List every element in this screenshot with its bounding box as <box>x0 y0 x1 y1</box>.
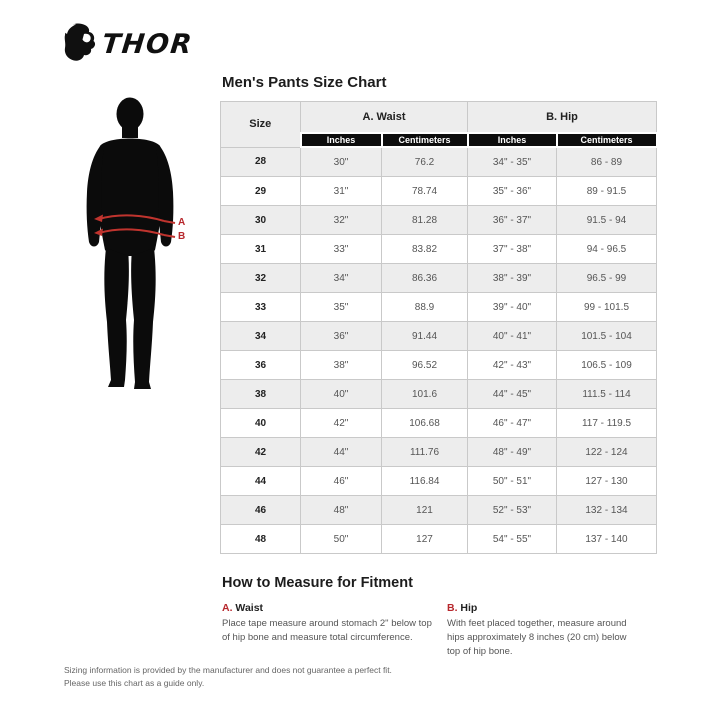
disclaimer-line-2: Please use this chart as a guide only. <box>64 678 205 689</box>
size-cell: 40 <box>221 409 301 438</box>
hip-cm-cell: 96.5 - 99 <box>557 264 657 293</box>
size-cell: 46 <box>221 496 301 525</box>
disclaimer-line-1: Sizing information is provided by the manufacturer and does not guarantee a perfect fit. <box>64 665 392 675</box>
hip-group-header: B. Hip <box>468 102 657 134</box>
waist-cm-cell: 76.2 <box>382 147 468 177</box>
waist-centimeters-header: Centimeters <box>382 133 468 147</box>
hip-inches-cell: 38" - 39" <box>468 264 557 293</box>
size-cell: 28 <box>221 147 301 177</box>
waist-cm-cell: 78.74 <box>382 177 468 206</box>
hip-instructions: With feet placed together, measure around hips approximately 8 inches (20 cm) below top of hip bone. <box>447 618 627 657</box>
hip-inches-cell: 35" - 36" <box>468 177 557 206</box>
table-row <box>221 351 657 380</box>
howto-columns <box>222 602 656 658</box>
waist-inches-cell: 42" <box>301 409 382 438</box>
hip-cm-cell: 111.5 - 114 <box>557 380 657 409</box>
hip-inches-cell: 44" - 45" <box>468 380 557 409</box>
table-row <box>221 525 657 554</box>
thor-helmet-icon <box>62 22 98 67</box>
size-column-header: Size <box>221 102 301 148</box>
waist-inches-cell: 48" <box>301 496 382 525</box>
hip-inches-cell: 54" - 55" <box>468 525 557 554</box>
table-row <box>221 467 657 496</box>
waist-cm-cell: 96.52 <box>382 351 468 380</box>
hip-cm-cell: 137 - 140 <box>557 525 657 554</box>
waist-cm-cell: 127 <box>382 525 468 554</box>
size-cell: 33 <box>221 293 301 322</box>
waist-inches-cell: 38" <box>301 351 382 380</box>
table-row <box>221 293 657 322</box>
hip-cm-cell: 86 - 89 <box>557 147 657 177</box>
size-cell: 34 <box>221 322 301 351</box>
hip-cm-cell: 117 - 119.5 <box>557 409 657 438</box>
disclaimer <box>64 664 392 690</box>
howto-waist-section <box>222 602 447 658</box>
thor-logo <box>62 22 193 67</box>
page-title: Men's Pants Size Chart <box>222 74 387 91</box>
howto-hip-section <box>447 602 652 658</box>
hip-inches-cell: 39" - 40" <box>468 293 557 322</box>
waist-cm-cell: 81.28 <box>382 206 468 235</box>
size-cell: 30 <box>221 206 301 235</box>
waist-inches-cell: 33" <box>301 235 382 264</box>
waist-inches-cell: 30" <box>301 147 382 177</box>
hip-cm-cell: 101.5 - 104 <box>557 322 657 351</box>
size-chart-main <box>220 74 656 658</box>
waist-cm-cell: 106.68 <box>382 409 468 438</box>
waist-cm-cell: 88.9 <box>382 293 468 322</box>
table-row <box>221 322 657 351</box>
body-measurement-figure <box>68 90 218 400</box>
waist-cm-cell: 121 <box>382 496 468 525</box>
hip-cm-cell: 89 - 91.5 <box>557 177 657 206</box>
hip-cm-cell: 106.5 - 109 <box>557 351 657 380</box>
hip-cm-cell: 132 - 134 <box>557 496 657 525</box>
hip-inches-cell: 40" - 41" <box>468 322 557 351</box>
waist-inches-cell: 44" <box>301 438 382 467</box>
thor-logo-text: THOR <box>100 29 195 60</box>
waist-cm-cell: 116.84 <box>382 467 468 496</box>
waist-inches-cell: 34" <box>301 264 382 293</box>
size-cell: 29 <box>221 177 301 206</box>
waist-inches-header: Inches <box>301 133 382 147</box>
size-table-body <box>221 147 657 554</box>
size-cell: 36 <box>221 351 301 380</box>
size-cell: 32 <box>221 264 301 293</box>
table-row <box>221 206 657 235</box>
hip-inches-cell: 34" - 35" <box>468 147 557 177</box>
size-cell: 38 <box>221 380 301 409</box>
waist-group-header: A. Waist <box>301 102 468 134</box>
hip-cm-cell: 122 - 124 <box>557 438 657 467</box>
hip-prefix: B. <box>447 602 458 614</box>
hip-cm-cell: 127 - 130 <box>557 467 657 496</box>
table-row <box>221 409 657 438</box>
hip-inches-cell: 36" - 37" <box>468 206 557 235</box>
howto-waist-heading <box>222 602 447 614</box>
hip-inches-cell: 52" - 53" <box>468 496 557 525</box>
hip-inches-cell: 50" - 51" <box>468 467 557 496</box>
hip-inches-cell: 37" - 38" <box>468 235 557 264</box>
hip-cm-cell: 99 - 101.5 <box>557 293 657 322</box>
waist-cm-cell: 111.76 <box>382 438 468 467</box>
waist-inches-cell: 36" <box>301 322 382 351</box>
waist-cm-cell: 83.82 <box>382 235 468 264</box>
hip-centimeters-header: Centimeters <box>557 133 657 147</box>
waist-cm-cell: 86.36 <box>382 264 468 293</box>
waist-marker-label: A <box>178 217 186 228</box>
howto-title: How to Measure for Fitment <box>222 575 413 591</box>
waist-instructions: Place tape measure around stomach 2" below top of hip bone and measure total circumference. <box>222 618 432 643</box>
waist-cm-cell: 91.44 <box>382 322 468 351</box>
hip-marker-label: B <box>178 231 186 242</box>
hip-label: Hip <box>460 602 478 614</box>
size-cell: 42 <box>221 438 301 467</box>
waist-inches-cell: 35" <box>301 293 382 322</box>
hip-inches-cell: 48" - 49" <box>468 438 557 467</box>
table-row <box>221 438 657 467</box>
waist-inches-cell: 50" <box>301 525 382 554</box>
hip-cm-cell: 94 - 96.5 <box>557 235 657 264</box>
table-row <box>221 235 657 264</box>
howto-hip-heading <box>447 602 652 614</box>
table-row <box>221 264 657 293</box>
hip-inches-header: Inches <box>468 133 557 147</box>
table-row <box>221 147 657 177</box>
waist-cm-cell: 101.6 <box>382 380 468 409</box>
waist-inches-cell: 31" <box>301 177 382 206</box>
size-table <box>220 101 658 554</box>
table-row <box>221 177 657 206</box>
table-row <box>221 380 657 409</box>
waist-inches-cell: 32" <box>301 206 382 235</box>
hip-cm-cell: 91.5 - 94 <box>557 206 657 235</box>
hip-inches-cell: 46" - 47" <box>468 409 557 438</box>
waist-label: Waist <box>235 602 264 614</box>
waist-prefix: A. <box>222 602 233 614</box>
hip-inches-cell: 42" - 43" <box>468 351 557 380</box>
size-cell: 44 <box>221 467 301 496</box>
waist-inches-cell: 46" <box>301 467 382 496</box>
waist-inches-cell: 40" <box>301 380 382 409</box>
size-cell: 31 <box>221 235 301 264</box>
male-silhouette-graphic <box>68 90 218 400</box>
size-cell: 48 <box>221 525 301 554</box>
table-row <box>221 496 657 525</box>
